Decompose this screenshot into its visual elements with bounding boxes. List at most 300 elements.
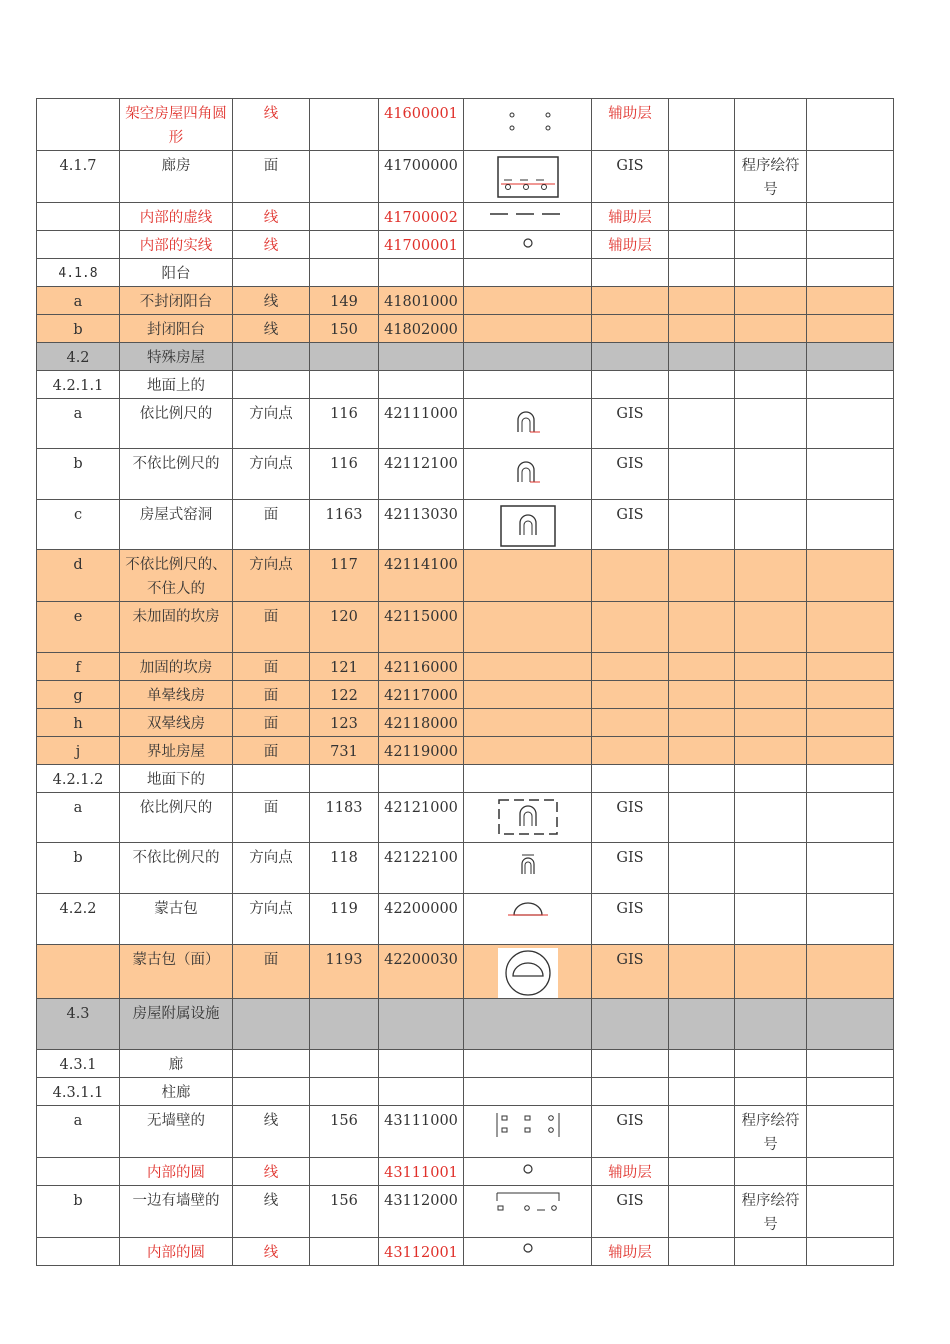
id-cell: 42118000	[379, 709, 464, 737]
type-cell: 面	[233, 945, 310, 999]
code-cell: b	[37, 843, 120, 894]
id-cell: 41801000	[379, 287, 464, 315]
code-cell: 4.3	[37, 999, 120, 1050]
yurt-symbol	[498, 897, 558, 941]
type-cell: 方向点	[233, 399, 310, 449]
number-cell: 1163	[310, 500, 379, 550]
blank-cell	[669, 99, 735, 151]
layer-cell: GIS	[592, 894, 669, 945]
note-cell	[735, 550, 807, 602]
layer-cell	[592, 653, 669, 681]
blank-cell	[807, 550, 894, 602]
blank-cell	[669, 793, 735, 843]
note-cell	[735, 231, 807, 259]
type-cell	[233, 1078, 310, 1106]
blank-cell	[669, 999, 735, 1050]
id-cell: 43112000	[379, 1186, 464, 1238]
blank-cell	[807, 765, 894, 793]
blank-cell	[807, 793, 894, 843]
number-cell	[310, 1050, 379, 1078]
number-cell	[310, 343, 379, 371]
name-cell: 廊	[120, 1050, 233, 1078]
id-cell: 43111001	[379, 1158, 464, 1186]
note-cell	[735, 371, 807, 399]
note-cell	[735, 259, 807, 287]
type-cell: 线	[233, 287, 310, 315]
code-cell	[37, 231, 120, 259]
number-cell: 150	[310, 315, 379, 343]
id-cell	[379, 371, 464, 399]
symbol-cell	[464, 737, 592, 765]
type-cell: 方向点	[233, 550, 310, 602]
name-cell: 未加固的坎房	[120, 602, 233, 653]
layer-cell: 辅助层	[592, 1238, 669, 1266]
layer-cell: GIS	[592, 945, 669, 999]
name-cell: 无墙壁的	[120, 1106, 233, 1158]
note-cell	[735, 1238, 807, 1266]
type-cell	[233, 343, 310, 371]
table-row	[37, 945, 894, 999]
name-cell: 不依比例尺的	[120, 449, 233, 500]
type-cell: 方向点	[233, 449, 310, 500]
number-cell	[310, 1158, 379, 1186]
symbol-cell	[464, 999, 592, 1050]
number-cell	[310, 999, 379, 1050]
symbol-cell	[464, 99, 592, 151]
layer-cell	[592, 371, 669, 399]
table-row	[37, 371, 894, 399]
note-cell	[735, 500, 807, 550]
number-cell: 731	[310, 737, 379, 765]
note-cell	[735, 343, 807, 371]
blank-cell	[807, 653, 894, 681]
table-row	[37, 99, 894, 151]
name-cell: 柱廊	[120, 1078, 233, 1106]
id-cell: 43112001	[379, 1238, 464, 1266]
id-cell: 42121000	[379, 793, 464, 843]
blank-cell	[807, 231, 894, 259]
type-cell	[233, 259, 310, 287]
id-cell: 42200000	[379, 894, 464, 945]
table-row	[37, 550, 894, 602]
id-cell: 42122100	[379, 843, 464, 894]
table-row	[37, 737, 894, 765]
name-cell: 不依比例尺的	[120, 843, 233, 894]
note-cell	[735, 602, 807, 653]
table-row	[37, 653, 894, 681]
number-cell: 156	[310, 1106, 379, 1158]
code-cell	[37, 203, 120, 231]
code-cell: c	[37, 500, 120, 550]
number-cell: 156	[310, 1186, 379, 1238]
symbol-cell	[464, 1158, 592, 1186]
number-cell: 119	[310, 894, 379, 945]
name-cell: 双晕线房	[120, 709, 233, 737]
symbol-cell	[464, 231, 592, 259]
blank-cell	[807, 315, 894, 343]
number-cell	[310, 371, 379, 399]
name-cell: 依比例尺的	[120, 399, 233, 449]
id-cell	[379, 343, 464, 371]
symbol-cell	[464, 945, 592, 999]
blank-cell	[669, 287, 735, 315]
name-cell: 封闭阳台	[120, 315, 233, 343]
blank-cell	[807, 151, 894, 203]
code-cell: a	[37, 793, 120, 843]
type-cell	[233, 371, 310, 399]
name-cell: 架空房屋四角圆形	[120, 99, 233, 151]
id-cell	[379, 999, 464, 1050]
name-cell: 廊房	[120, 151, 233, 203]
small-circle-symbol	[518, 1241, 538, 1261]
symbol-cell	[464, 1238, 592, 1266]
blank-cell	[669, 1050, 735, 1078]
table-row	[37, 399, 894, 449]
number-cell: 121	[310, 653, 379, 681]
layer-cell	[592, 315, 669, 343]
number-cell: 118	[310, 843, 379, 894]
id-cell	[379, 1050, 464, 1078]
symbol-cell	[464, 449, 592, 500]
layer-cell	[592, 287, 669, 315]
colonnade-symbol	[493, 1109, 563, 1143]
number-cell: 149	[310, 287, 379, 315]
blank-cell	[669, 259, 735, 287]
cave-arch-symbol	[508, 452, 548, 492]
id-cell	[379, 259, 464, 287]
type-cell: 线	[233, 99, 310, 151]
name-cell: 房屋式窑洞	[120, 500, 233, 550]
blank-cell	[807, 681, 894, 709]
layer-cell: GIS	[592, 500, 669, 550]
blank-cell	[807, 343, 894, 371]
code-cell: a	[37, 287, 120, 315]
type-cell	[233, 765, 310, 793]
layer-cell: 辅助层	[592, 1158, 669, 1186]
blank-cell	[669, 765, 735, 793]
note-cell	[735, 709, 807, 737]
layer-cell	[592, 259, 669, 287]
number-cell	[310, 765, 379, 793]
table-row	[37, 343, 894, 371]
table-row	[37, 681, 894, 709]
name-cell: 内部的虚线	[120, 203, 233, 231]
symbol-cell	[464, 371, 592, 399]
code-cell	[37, 1238, 120, 1266]
code-cell: 4.3.1	[37, 1050, 120, 1078]
blank-cell	[807, 894, 894, 945]
number-cell	[310, 99, 379, 151]
one-wall-colonnade-symbol	[493, 1189, 563, 1219]
symbol-cell	[464, 1186, 592, 1238]
code-cell: b	[37, 315, 120, 343]
id-cell: 41802000	[379, 315, 464, 343]
code-cell	[37, 1158, 120, 1186]
note-cell	[735, 945, 807, 999]
yurt-area-symbol	[498, 948, 558, 998]
note-cell	[735, 737, 807, 765]
symbol-cell	[464, 1078, 592, 1106]
code-cell: f	[37, 653, 120, 681]
code-cell: b	[37, 449, 120, 500]
type-cell: 面	[233, 793, 310, 843]
underground-dwelling-symbol	[495, 796, 561, 840]
blank-cell	[669, 1158, 735, 1186]
id-cell: 42119000	[379, 737, 464, 765]
symbol-cell	[464, 894, 592, 945]
id-cell	[379, 765, 464, 793]
note-cell	[735, 653, 807, 681]
code-cell: 4.2.1.2	[37, 765, 120, 793]
small-circle-symbol	[518, 234, 538, 254]
id-cell: 42200030	[379, 945, 464, 999]
dashed-line-symbol	[488, 206, 568, 226]
code-cell: a	[37, 1106, 120, 1158]
blank-cell	[669, 737, 735, 765]
blank-cell	[807, 737, 894, 765]
cave-arch-symbol	[508, 402, 548, 442]
name-cell: 阳台	[120, 259, 233, 287]
symbol-cell	[464, 765, 592, 793]
blank-cell	[807, 399, 894, 449]
note-cell	[735, 287, 807, 315]
id-cell: 43111000	[379, 1106, 464, 1158]
symbol-cell	[464, 151, 592, 203]
symbol-code-table	[36, 98, 894, 1266]
number-cell	[310, 1238, 379, 1266]
code-cell: j	[37, 737, 120, 765]
table-row	[37, 231, 894, 259]
id-cell: 42111000	[379, 399, 464, 449]
code-cell: h	[37, 709, 120, 737]
table-row	[37, 449, 894, 500]
blank-cell	[807, 945, 894, 999]
type-cell: 面	[233, 500, 310, 550]
note-cell: 程序绘符号	[735, 1106, 807, 1158]
name-cell: 蒙古包（面）	[120, 945, 233, 999]
blank-cell	[807, 99, 894, 151]
layer-cell	[592, 1078, 669, 1106]
name-cell: 内部的圆	[120, 1238, 233, 1266]
number-cell	[310, 1078, 379, 1106]
blank-cell	[669, 315, 735, 343]
name-cell: 房屋附属设施	[120, 999, 233, 1050]
note-cell: 程序绘符号	[735, 151, 807, 203]
blank-cell	[807, 259, 894, 287]
symbol-cell	[464, 550, 592, 602]
type-cell: 面	[233, 653, 310, 681]
layer-cell	[592, 681, 669, 709]
symbol-cell	[464, 203, 592, 231]
id-cell: 41700001	[379, 231, 464, 259]
type-cell: 线	[233, 1186, 310, 1238]
symbol-cell	[464, 259, 592, 287]
blank-cell	[807, 1050, 894, 1078]
name-cell: 内部的实线	[120, 231, 233, 259]
number-cell: 1193	[310, 945, 379, 999]
blank-cell	[669, 1186, 735, 1238]
symbol-cell	[464, 399, 592, 449]
table-row	[37, 315, 894, 343]
type-cell: 线	[233, 1106, 310, 1158]
blank-cell	[807, 203, 894, 231]
symbol-cell	[464, 500, 592, 550]
number-cell: 116	[310, 399, 379, 449]
table-row	[37, 203, 894, 231]
note-cell	[735, 99, 807, 151]
type-cell: 面	[233, 681, 310, 709]
blank-cell	[669, 653, 735, 681]
code-cell: g	[37, 681, 120, 709]
id-cell: 42113030	[379, 500, 464, 550]
table-row	[37, 259, 894, 287]
name-cell: 不封闭阳台	[120, 287, 233, 315]
table-row	[37, 999, 894, 1050]
note-cell	[735, 1078, 807, 1106]
corridor-house-symbol	[496, 154, 560, 200]
note-cell	[735, 1158, 807, 1186]
small-circle-symbol	[518, 1161, 538, 1181]
blank-cell	[807, 843, 894, 894]
code-cell: 4.1.8	[37, 259, 120, 287]
layer-cell	[592, 550, 669, 602]
type-cell	[233, 1050, 310, 1078]
type-cell: 线	[233, 1158, 310, 1186]
code-cell: 4.2.2	[37, 894, 120, 945]
layer-cell	[592, 709, 669, 737]
note-cell	[735, 399, 807, 449]
type-cell: 面	[233, 709, 310, 737]
layer-cell	[592, 999, 669, 1050]
symbol-cell	[464, 1050, 592, 1078]
table-row	[37, 1106, 894, 1158]
type-cell: 面	[233, 737, 310, 765]
id-cell: 42114100	[379, 550, 464, 602]
type-cell	[233, 999, 310, 1050]
blank-cell	[669, 449, 735, 500]
number-cell: 117	[310, 550, 379, 602]
note-cell	[735, 681, 807, 709]
id-cell: 42116000	[379, 653, 464, 681]
layer-cell: GIS	[592, 1106, 669, 1158]
number-cell: 1183	[310, 793, 379, 843]
layer-cell: 辅助层	[592, 231, 669, 259]
type-cell: 面	[233, 151, 310, 203]
blank-cell	[807, 602, 894, 653]
table-row	[37, 843, 894, 894]
note-cell	[735, 1050, 807, 1078]
symbol-cell	[464, 287, 592, 315]
id-cell: 41600001	[379, 99, 464, 151]
layer-cell: GIS	[592, 399, 669, 449]
note-cell	[735, 793, 807, 843]
number-cell	[310, 259, 379, 287]
code-cell	[37, 99, 120, 151]
table-row	[37, 287, 894, 315]
name-cell: 一边有墙壁的	[120, 1186, 233, 1238]
type-cell: 线	[233, 315, 310, 343]
table-row	[37, 1078, 894, 1106]
symbol-cell	[464, 1106, 592, 1158]
blank-cell	[669, 231, 735, 259]
blank-cell	[669, 894, 735, 945]
layer-cell	[592, 737, 669, 765]
layer-cell: GIS	[592, 449, 669, 500]
name-cell: 地面下的	[120, 765, 233, 793]
type-cell: 线	[233, 1238, 310, 1266]
layer-cell: GIS	[592, 151, 669, 203]
code-cell: 4.2.1.1	[37, 371, 120, 399]
blank-cell	[669, 602, 735, 653]
type-cell: 方向点	[233, 843, 310, 894]
blank-cell	[807, 1238, 894, 1266]
code-cell: 4.2	[37, 343, 120, 371]
layer-cell: GIS	[592, 1186, 669, 1238]
blank-cell	[669, 371, 735, 399]
code-cell: 4.1.7	[37, 151, 120, 203]
layer-cell: 辅助层	[592, 203, 669, 231]
small-arch-symbol	[513, 846, 543, 882]
code-cell: 4.3.1.1	[37, 1078, 120, 1106]
table-row	[37, 602, 894, 653]
name-cell: 特殊房屋	[120, 343, 233, 371]
blank-cell	[669, 945, 735, 999]
symbol-cell	[464, 315, 592, 343]
blank-cell	[669, 1106, 735, 1158]
code-cell: d	[37, 550, 120, 602]
table-row	[37, 1050, 894, 1078]
blank-cell	[669, 399, 735, 449]
id-cell: 41700000	[379, 151, 464, 203]
cave-house-symbol	[498, 503, 558, 549]
code-cell: b	[37, 1186, 120, 1238]
blank-cell	[807, 1186, 894, 1238]
blank-cell	[669, 681, 735, 709]
id-cell: 42117000	[379, 681, 464, 709]
blank-cell	[669, 500, 735, 550]
name-cell: 地面上的	[120, 371, 233, 399]
name-cell: 单晕线房	[120, 681, 233, 709]
table-row	[37, 1186, 894, 1238]
blank-cell	[807, 449, 894, 500]
blank-cell	[669, 843, 735, 894]
type-cell: 线	[233, 231, 310, 259]
note-cell	[735, 315, 807, 343]
name-cell: 加固的坎房	[120, 653, 233, 681]
number-cell: 120	[310, 602, 379, 653]
id-cell: 42112100	[379, 449, 464, 500]
note-cell	[735, 203, 807, 231]
layer-cell	[592, 602, 669, 653]
type-cell: 线	[233, 203, 310, 231]
blank-cell	[807, 999, 894, 1050]
layer-cell: GIS	[592, 793, 669, 843]
table-row	[37, 500, 894, 550]
layer-cell: GIS	[592, 843, 669, 894]
table-row	[37, 151, 894, 203]
table-row	[37, 894, 894, 945]
note-cell	[735, 999, 807, 1050]
number-cell	[310, 151, 379, 203]
blank-cell	[669, 151, 735, 203]
name-cell: 内部的圆	[120, 1158, 233, 1186]
id-cell	[379, 1078, 464, 1106]
blank-cell	[669, 1238, 735, 1266]
layer-cell: 辅助层	[592, 99, 669, 151]
symbol-cell	[464, 709, 592, 737]
table-row	[37, 709, 894, 737]
name-cell: 依比例尺的	[120, 793, 233, 843]
